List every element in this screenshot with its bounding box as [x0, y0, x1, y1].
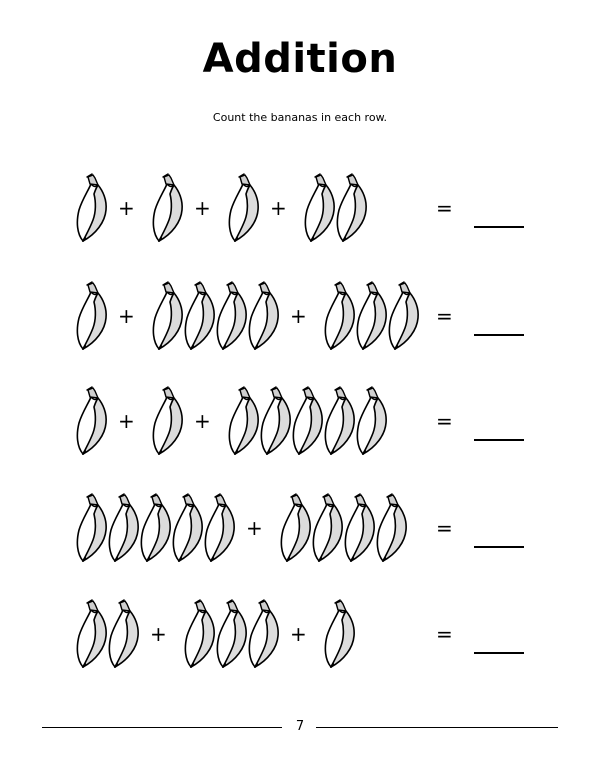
- banana-icon: [74, 280, 110, 350]
- answer-blank[interactable]: [474, 439, 524, 441]
- banana-icon: [354, 385, 390, 455]
- page-number: 7: [295, 719, 305, 734]
- banana-icon: [150, 280, 186, 350]
- banana-icon: [278, 492, 314, 562]
- banana-icon: [182, 280, 218, 350]
- banana-icon: [150, 385, 186, 455]
- banana-icon: [258, 385, 294, 455]
- banana-icon: [202, 492, 238, 562]
- problem-row: [0, 280, 600, 360]
- banana-icon: [246, 280, 282, 350]
- banana-icon: [386, 280, 422, 350]
- equals-sign: =: [436, 196, 453, 220]
- banana-icon: [214, 280, 250, 350]
- banana-icon: [322, 598, 358, 668]
- answer-blank[interactable]: [474, 226, 524, 228]
- banana-icon: [74, 492, 110, 562]
- problem-row: [0, 492, 600, 572]
- banana-icon: [310, 492, 346, 562]
- banana-icon: [150, 172, 186, 242]
- footer-divider-right: [316, 727, 558, 728]
- plus-sign: +: [194, 409, 211, 433]
- banana-icon: [182, 598, 218, 668]
- banana-icon: [322, 280, 358, 350]
- banana-icon: [354, 280, 390, 350]
- banana-icon: [334, 172, 370, 242]
- plus-sign: +: [290, 622, 307, 646]
- banana-icon: [342, 492, 378, 562]
- banana-icon: [106, 492, 142, 562]
- plus-sign: +: [150, 622, 167, 646]
- problem-row: [0, 172, 600, 252]
- banana-icon: [170, 492, 206, 562]
- banana-icon: [302, 172, 338, 242]
- banana-icon: [106, 598, 142, 668]
- equals-sign: =: [436, 304, 453, 328]
- banana-icon: [214, 598, 250, 668]
- banana-icon: [246, 598, 282, 668]
- banana-icon: [138, 492, 174, 562]
- banana-icon: [290, 385, 326, 455]
- instructions: Count the bananas in each row.: [212, 111, 388, 124]
- banana-icon: [74, 385, 110, 455]
- problem-row: [0, 385, 600, 465]
- answer-blank[interactable]: [474, 334, 524, 336]
- equals-sign: =: [436, 516, 453, 540]
- plus-sign: +: [194, 196, 211, 220]
- plus-sign: +: [246, 516, 263, 540]
- answer-blank[interactable]: [474, 652, 524, 654]
- banana-icon: [226, 385, 262, 455]
- plus-sign: +: [290, 304, 307, 328]
- problem-row: [0, 598, 600, 678]
- plus-sign: +: [270, 196, 287, 220]
- equals-sign: =: [436, 622, 453, 646]
- banana-icon: [226, 172, 262, 242]
- answer-blank[interactable]: [474, 546, 524, 548]
- banana-icon: [374, 492, 410, 562]
- banana-icon: [74, 598, 110, 668]
- banana-icon: [74, 172, 110, 242]
- plus-sign: +: [118, 409, 135, 433]
- page-title: Addition: [202, 36, 398, 82]
- plus-sign: +: [118, 304, 135, 328]
- banana-icon: [322, 385, 358, 455]
- plus-sign: +: [118, 196, 135, 220]
- equals-sign: =: [436, 409, 453, 433]
